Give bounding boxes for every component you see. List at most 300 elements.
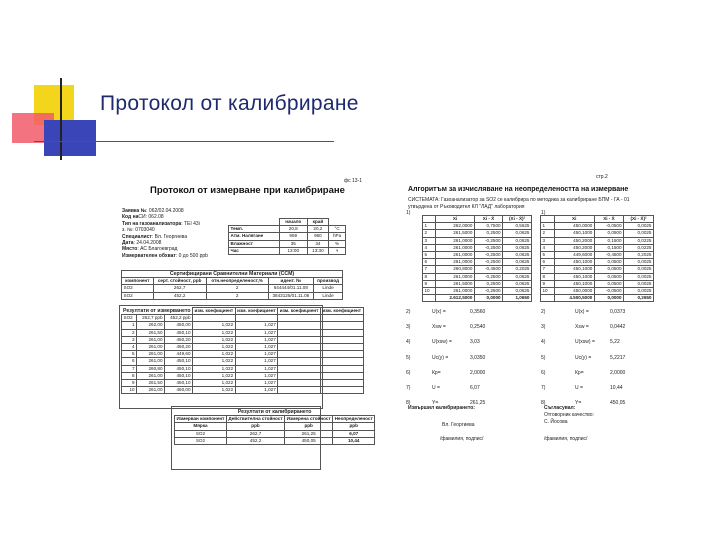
t1-cell: 261,0000 [436,251,475,258]
t1-row [423,287,532,294]
t2-row [541,287,654,294]
calc-step: 5) [541,354,546,361]
calc-value: 450,05 [610,400,626,407]
calib-header: Действителна стойност [228,416,283,422]
t2-cell: -0,0500 [594,223,623,230]
cond-row [229,240,346,247]
t2-cell: 450,1000 [554,259,594,266]
crm-cell: 644444/01.11.08 [268,285,313,292]
crm-header: отн.неопределеност,% [206,278,268,285]
calc-value: 3,03 [470,339,480,346]
t1-cell: -0,2500 [474,244,502,251]
sig-right-name: С. Йосова [544,419,568,425]
t2-cell: 0,0025 [624,273,654,280]
t1-row [423,266,532,273]
calib-cell: 261,25 [285,430,333,437]
calc-label: Y= [575,400,582,407]
calib-unit: ppb [226,423,284,430]
t1-cell: 261,5000 [436,280,475,287]
meas-cell: 1,027 [235,351,278,358]
t1-row [423,273,532,280]
calib-cell: 452,2 [226,437,284,444]
conditions-table [228,218,346,255]
calc-step: 3) [406,324,411,331]
calc-label: U = [575,385,583,391]
crm-header: идент. № [268,278,313,285]
t2-cell: 5 [541,251,555,258]
t1-cell: 0,0625 [503,230,532,237]
info-label: Дата [122,240,134,246]
cond-row [229,226,346,233]
crm-cell: SO2 [122,285,154,292]
t2-cell: 0,0500 [594,266,623,273]
t1-total: 1,0650 [503,295,532,302]
crm-cell: 2 [206,292,268,299]
t1-row [423,223,532,230]
calc-label: U = [432,385,440,391]
t2-cell: 2 [541,230,555,237]
meas-cell: 1,022 [193,365,236,372]
calc-label: U(xsw) = [575,339,595,346]
t1-row [423,244,532,251]
crm-cell: Linde [314,292,343,299]
t2-cell: 0,1500 [594,237,623,244]
calc-label: U(x) = [432,309,446,315]
t2-total: 0,2650 [624,295,654,302]
calc-label: Uc(y) = [575,354,592,361]
meas-sub: 452,2 ppb [165,315,193,322]
t1-cell: -0,2500 [474,273,502,280]
meas-cell: 449,60 [165,351,193,358]
t2-cell: 450,1000 [554,280,594,287]
t1-cell: 262,0000 [436,223,475,230]
calib-cell: SO2 [175,437,227,444]
info-row [122,246,177,252]
meas-cell: 450,20 [165,343,193,350]
t1-cell: 10 [423,287,436,294]
t2-total: 4.500,5000 [554,295,594,302]
t1-cell: 6 [423,259,436,266]
cond-cell: ч [329,247,346,254]
meas-cell: 1,027 [235,372,278,379]
t1-cell: 0,0625 [503,280,532,287]
calc-step: 4) [541,339,546,346]
t2-row [541,230,654,237]
meas-cell: 1,027 [235,322,278,329]
left-heading: Протокол от измерване при калибриране [150,185,345,196]
marker-2: 1) [541,210,546,216]
t2-row [541,223,654,230]
info-value: : 24.04.2008 [133,240,162,246]
crm-row [122,292,343,299]
meas-cell: 10 [122,387,137,394]
crm-header: производ [314,278,343,285]
t2-row [541,244,654,251]
t2-row [541,237,654,244]
calc-label: Xsw = [432,324,446,331]
uncertainty-table-1 [422,215,532,302]
calib-unit: ppb [333,423,375,430]
meas-sub: 262,7 ppb [137,315,165,322]
calc-step: 6) [406,369,411,376]
meas-cell: 1,022 [193,358,236,365]
cond-cell: Час [229,247,280,254]
calib-header: Измерван компонент [176,416,225,422]
t2-cell: 0,0225 [624,244,654,251]
t2-cell: 0,0025 [624,230,654,237]
t2-cell: 0,0500 [594,273,623,280]
meas-cell: 261,50 [137,329,165,336]
meas-cell: 1,027 [235,379,278,386]
sig-right-label: Съгласувал: [544,405,576,411]
calib-title: Резултати от калибрирането [237,409,312,416]
calc-value: 3,0350 [470,354,486,361]
calc-step: 2) [541,309,546,315]
crm-title: Сертифицирани Сравнителни Материали (ССМ) [122,271,343,278]
info-row [122,227,155,233]
info-row [122,208,184,214]
meas-header: изм. коефициент [279,308,319,314]
t1-cell: -0,2500 [474,251,502,258]
calc-step: 8) [406,400,411,407]
calc-label: Кр= [432,369,441,376]
crm-row [122,285,343,292]
t2-cell: 450,1000 [554,266,594,273]
info-label: Място [122,246,138,253]
t1-cell: 261,0000 [436,273,475,280]
info-label: Тип на газоанализатора [122,220,182,227]
cond-cell: °C [329,226,346,233]
t1-cell: 2 [423,230,436,237]
meas-cell: 1,027 [235,365,278,372]
calib-cell: 6,07 [333,430,375,437]
meas-title: Резултати от измерването [123,307,191,314]
t1-cell: 260,8000 [436,266,475,273]
decor-vertical-line [60,78,62,160]
t1-cell: 3 [423,237,436,244]
meas-cell: 450,10 [165,379,193,386]
meas-row [122,358,364,365]
meas-cell: 261,00 [137,351,165,358]
meas-header: изм. коефициент [322,308,362,314]
meas-cell: 450,10 [165,372,193,379]
t2-row [541,259,654,266]
t1-cell: 0,0625 [503,251,532,258]
t1-cell: 0,0625 [503,287,532,294]
meas-cell: 2 [122,329,137,336]
left-page-ref: фс 13-1 [344,178,363,184]
t2-row [541,266,654,273]
t2-cell: -0,4500 [594,251,623,258]
right-desc-line-1: СИСТЕМАТА: Газоанализатор за SO2 се калибрира по методика за калибриране БПМ - ГА - 01 [408,197,630,203]
info-value: : TEI 43i [181,220,200,227]
meas-row [122,372,364,379]
crm-cell: 262,7 [153,285,206,292]
t1-cell: -0,2500 [474,237,502,244]
t2-cell: 0,0500 [594,280,623,287]
info-label: Специалист [122,233,152,240]
t1-cell: 0,7500 [474,223,502,230]
t2-cell: 450,1000 [554,230,594,237]
meas-cell: 1,022 [193,372,236,379]
t2-cell: 3 [541,237,555,244]
t-header: Xi - X̄ [474,216,502,223]
t2-cell: 7 [541,266,555,273]
calc-value: 10,44 [610,385,623,391]
meas-row [122,343,364,350]
t1-cell: 261,0000 [436,287,475,294]
t1-row [423,237,532,244]
t1-row [423,230,532,237]
meas-cell: 1,027 [235,358,278,365]
meas-cell: 450,10 [165,365,193,372]
calib-unit: Мярка [175,423,227,430]
t1-cell: 261,0000 [436,259,475,266]
cond-cell: Влажност [229,240,280,247]
t1-total: 2.612,5000 [436,295,475,302]
t2-cell: 6 [541,259,555,266]
meas-sub: SO2 [122,315,137,322]
crm-cell: 3843125/01.11.08 [268,292,313,299]
t2-total: 0,0000 [594,295,623,302]
t2-cell: 0,0025 [624,266,654,273]
marker-1: 1) [406,210,411,216]
t2-cell: 450,0000 [554,287,594,294]
meas-cell: 8 [122,372,137,379]
info-value: СИ: 062.08 [138,214,164,221]
meas-header: изм. коефициент [237,308,276,314]
meas-cell: 261,00 [137,343,165,350]
cond-cell: 20,8 [279,226,307,233]
calc-value: 0,0373 [610,309,626,315]
cond-cell: Темп. [229,226,280,233]
crm-cell: 2 [206,285,268,292]
calib-cell: 450,05 [285,437,333,444]
t1-cell: 0,2025 [503,266,532,273]
sig-right-role: Отговорник качество: [544,412,594,418]
cond-cell: Атм. Налягане [229,233,280,240]
t2-cell: 0,0225 [624,237,654,244]
crm-header: серт. стойност, ppb [153,278,206,285]
meas-cell: 450,20 [165,336,193,343]
crm-cell: SO2 [122,292,154,299]
meas-cell: 4 [122,343,137,350]
meas-row [122,351,364,358]
crm-cell: Linde [314,285,343,292]
calc-value: 0,2540 [470,324,486,331]
calib-row [175,430,375,437]
meas-cell: 5 [122,351,137,358]
cond-cell: 960 [307,233,328,240]
meas-cell: 450,10 [165,358,193,365]
t1-row [423,251,532,258]
meas-cell: 262,00 [137,322,165,329]
t2-cell: 0,2025 [624,251,654,258]
t2-cell: 0,0025 [624,223,654,230]
calc-value: 2,0000 [470,369,486,376]
meas-cell: 1,027 [235,336,278,343]
meas-cell: 1,022 [193,387,236,394]
calc-step: 7) [406,385,411,391]
t2-cell: 450,2000 [554,237,594,244]
calc-label: Uc(y) = [432,354,449,361]
meas-cell: 1,027 [235,329,278,336]
t2-cell: 4 [541,244,555,251]
calc-step: 7) [541,385,546,391]
t1-cell: 7 [423,266,436,273]
t1-cell: 0,0625 [503,273,532,280]
meas-cell: 261,00 [137,372,165,379]
t-header: Xi [554,216,594,223]
t1-total: 0,0000 [474,295,502,302]
info-row [122,253,208,259]
meas-cell: 1,022 [193,343,236,350]
t1-cell: 261,0000 [436,244,475,251]
crm-header: компонент [122,278,154,285]
calc-value: 5,22 [610,339,620,346]
t2-row [541,251,654,258]
meas-cell: 450,00 [165,322,193,329]
sig-left-sign: /фамилия, подпис/ [440,436,484,442]
meas-cell: 261,50 [137,379,165,386]
decor-horizontal-line [34,141,334,142]
sig-left-name: Вл. Георгиева [442,422,475,428]
right-desc-line-2: утвърдена от Ръководител КЛ "ЛАД" лаборатория [408,204,525,210]
meas-cell: 7 [122,365,137,372]
meas-header: изм. коефициент [194,308,234,314]
meas-row [122,379,364,386]
t1-cell: -0,4500 [474,266,502,273]
t1-cell: 0,0625 [503,244,532,251]
t-header: Xi [436,216,475,223]
t2-cell: 450,0000 [554,223,594,230]
calc-value: 6,07 [470,385,480,391]
cond-cell: hPa [329,233,346,240]
meas-cell: 9 [122,379,137,386]
meas-row [122,322,364,329]
calc-step: 6) [541,369,546,376]
meas-cell: 1,022 [193,336,236,343]
calc-label: Y= [432,400,439,407]
t2-cell: 449,6000 [554,251,594,258]
measurements-table [121,307,364,394]
t2-cell: 8 [541,273,555,280]
meas-cell: 261,00 [137,336,165,343]
meas-cell: 1,027 [235,387,278,394]
t1-cell: 261,0000 [436,237,475,244]
t2-cell: 450,2000 [554,244,594,251]
t1-cell: 0,2500 [474,230,502,237]
sig-left-label: Извършил калибрирането: [408,405,475,411]
calc-step: 2) [406,309,411,315]
info-row [122,214,164,220]
t2-row [541,273,654,280]
decor-blue-square [44,120,96,156]
info-row [122,221,200,227]
t2-cell: 0,0025 [624,259,654,266]
cond-cell: % [329,240,346,247]
t2-cell: 0,1500 [594,244,623,251]
calib-cell: SO2 [175,430,227,437]
calc-label: U(x) = [575,309,589,315]
meas-cell: 1,027 [235,343,278,350]
t2-cell: 0,0025 [624,280,654,287]
meas-row [122,329,364,336]
t1-cell: 9 [423,280,436,287]
calc-label: Кр= [575,369,584,376]
cond-cell: 20,2 [307,226,328,233]
meas-cell: 260,80 [137,365,165,372]
meas-cell: 1,022 [193,351,236,358]
info-label: Измервателен обхват [122,252,176,259]
t1-cell: -0,2500 [474,287,502,294]
t1-cell: 0,0625 [503,237,532,244]
cond-cell: 13:30 [307,247,328,254]
t2-cell: 10 [541,287,555,294]
info-row [122,240,161,246]
calc-step: 8) [541,400,546,407]
t-header: (Xi - X̄)² [624,216,654,223]
info-value: : Вл. Георгиева [151,233,188,240]
calc-step: 4) [406,339,411,346]
t1-cell: 0,5625 [503,223,532,230]
cond-cell: 34 [307,240,328,247]
calib-unit: ppb [285,423,333,430]
info-value: : АС Благоевград [137,246,178,253]
cond-row [229,247,346,254]
calibration-table [174,409,375,445]
calc-value: 261,25 [470,400,486,407]
cond-header-start: начало [279,219,307,226]
meas-cell: 450,10 [165,329,193,336]
t2-row [541,280,654,287]
cond-cell: 959 [279,233,307,240]
t2-cell: 0,0025 [624,287,654,294]
t1-row [423,259,532,266]
calc-value: 0,0442 [610,324,626,331]
info-value: з. №: 0703040 [122,227,155,234]
meas-row [122,336,364,343]
meas-cell: 261,00 [137,387,165,394]
meas-cell: 1,022 [193,379,236,386]
t2-cell: 0,0500 [594,230,623,237]
meas-cell: 1,022 [193,322,236,329]
cond-row [229,233,346,240]
meas-cell: 3 [122,336,137,343]
t1-row [423,280,532,287]
crm-table [121,270,343,300]
crm-cell: 452,2 [153,292,206,299]
calc-value: 0,3560 [470,309,486,315]
t2-cell: 9 [541,280,555,287]
t2-cell: -0,0500 [594,287,623,294]
right-heading: Алгоритъм за изчисляване на неопределеността на измерване [408,186,629,193]
info-value: : 0 до 500 ppb [175,252,208,259]
calc-step: 5) [406,354,411,361]
t1-cell: 5 [423,251,436,258]
uncertainty-table-2 [540,215,654,302]
meas-cell: 261,00 [137,358,165,365]
cond-cell: 13:00 [279,247,307,254]
meas-row [122,365,364,372]
t1-cell: -0,2500 [474,259,502,266]
calib-header: Измерена стойност [286,416,331,422]
calc-step: 3) [541,324,546,331]
t1-cell: 4 [423,244,436,251]
t2-cell: 1 [541,223,555,230]
calib-cell: 262,7 [226,430,284,437]
calc-value: 5,2217 [610,354,626,361]
